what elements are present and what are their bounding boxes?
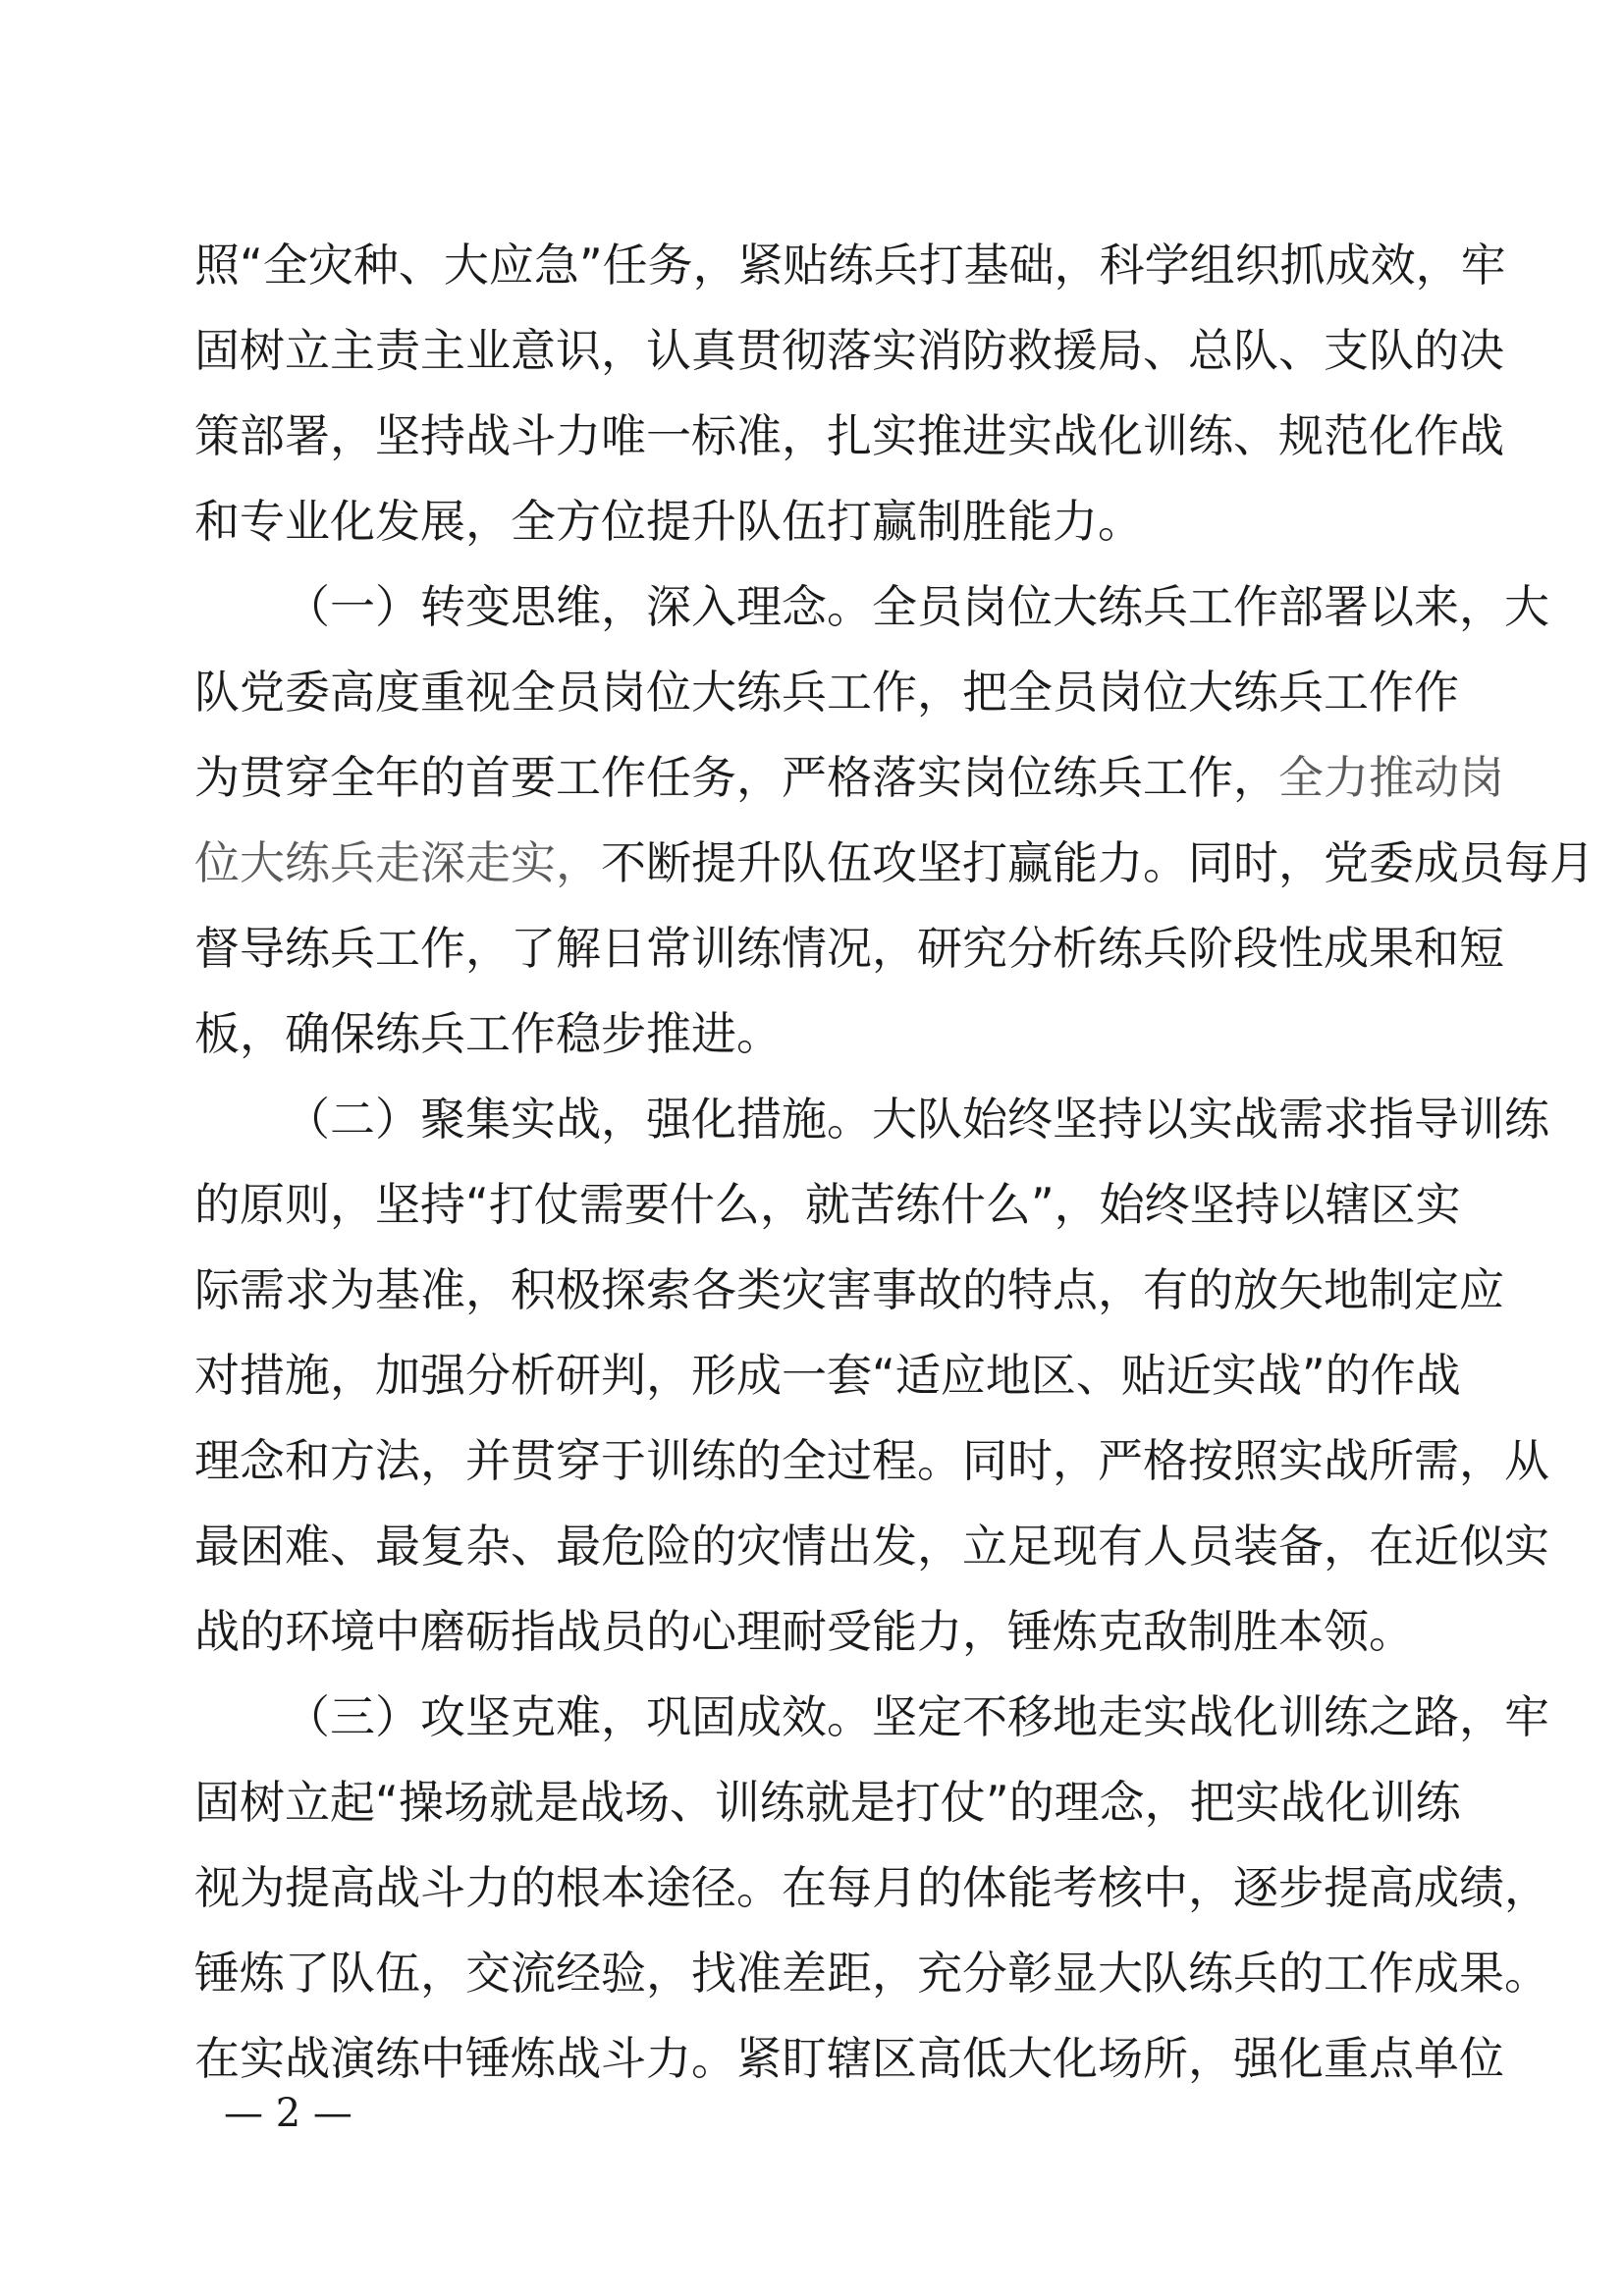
text-segment: 不断提升队伍攻坚打赢能力。同时，党委成员每月 — [601, 836, 1595, 889]
text-line — [194, 748, 1504, 807]
text-line: （二）聚集实战，强化措施。大队始终坚持以实战需求指导训练 — [285, 1093, 1549, 1146]
text-line — [194, 833, 1595, 892]
text-line: 队党委高度重视全员岗位大练兵工作，把全员岗位大练兵工作作 — [194, 666, 1459, 719]
text-line: （一）转变思维，深入理念。全员岗位大练兵工作部署以来，大 — [285, 580, 1549, 633]
text-line: 照“全灾种、大应急”任务，紧贴练兵打基础，科学组织抓成效，牢 — [194, 239, 1506, 292]
text-segment-grey: 位大练兵走深走实， — [194, 836, 601, 889]
text-line: 的原则，坚持“打仗需要什么，就苦练什么”，始终坚持以辖区实 — [194, 1178, 1461, 1231]
text-line: 策部署，坚持战斗力唯一标准，扎实推进实战化训练、规范化作战 — [194, 409, 1504, 462]
text-line: 视为提高战斗力的根本途径。在每月的体能考核中，逐步提高成绩， — [194, 1861, 1549, 1914]
text-line: 固树立起“操场就是战场、训练就是打仗”的理念，把实战化训练 — [194, 1776, 1461, 1829]
text-line: 和专业化发展，全方位提升队伍打赢制胜能力。 — [194, 495, 1143, 548]
text-line: 最困难、最复杂、最危险的灾情出发，立足现有人员装备，在近似实 — [194, 1520, 1549, 1573]
text-line: 对措施，加强分析研判，形成一套“适应地区、贴近实战”的作战 — [194, 1349, 1461, 1402]
text-line: 固树立主责主业意识，认真贯彻落实消防救援局、总队、支队的决 — [194, 324, 1504, 377]
text-line: （三）攻坚克难，巩固成效。坚定不移地走实战化训练之路，牢 — [285, 1690, 1549, 1743]
text-line: 锤炼了队伍，交流经验，找准差距，充分彰显大队练兵的工作成果。 — [194, 1947, 1549, 2000]
text-segment: 为贯穿全年的首要工作任务，严格落实岗位练兵工作， — [194, 751, 1278, 804]
text-line: 在实战演练中锤炼战斗力。紧盯辖区高低大化场所，强化重点单位 — [194, 2032, 1504, 2085]
text-line: 板，确保练兵工作稳步推进。 — [194, 1007, 782, 1060]
text-segment-grey: 全力推动岗 — [1278, 751, 1504, 804]
text-line: 理念和方法，并贯穿于训练的全过程。同时，严格按照实战所需，从 — [194, 1434, 1549, 1487]
page-number: — 2 — — [224, 2091, 352, 2136]
text-line: 战的环境中磨砺指战员的心理耐受能力，锤炼克敌制胜本领。 — [194, 1605, 1414, 1658]
text-line: 督导练兵工作，了解日常训练情况，研究分析练兵阶段性成果和短 — [194, 922, 1504, 975]
text-line: 际需求为基准，积极探索各类灾害事故的特点，有的放矢地制定应 — [194, 1263, 1504, 1316]
